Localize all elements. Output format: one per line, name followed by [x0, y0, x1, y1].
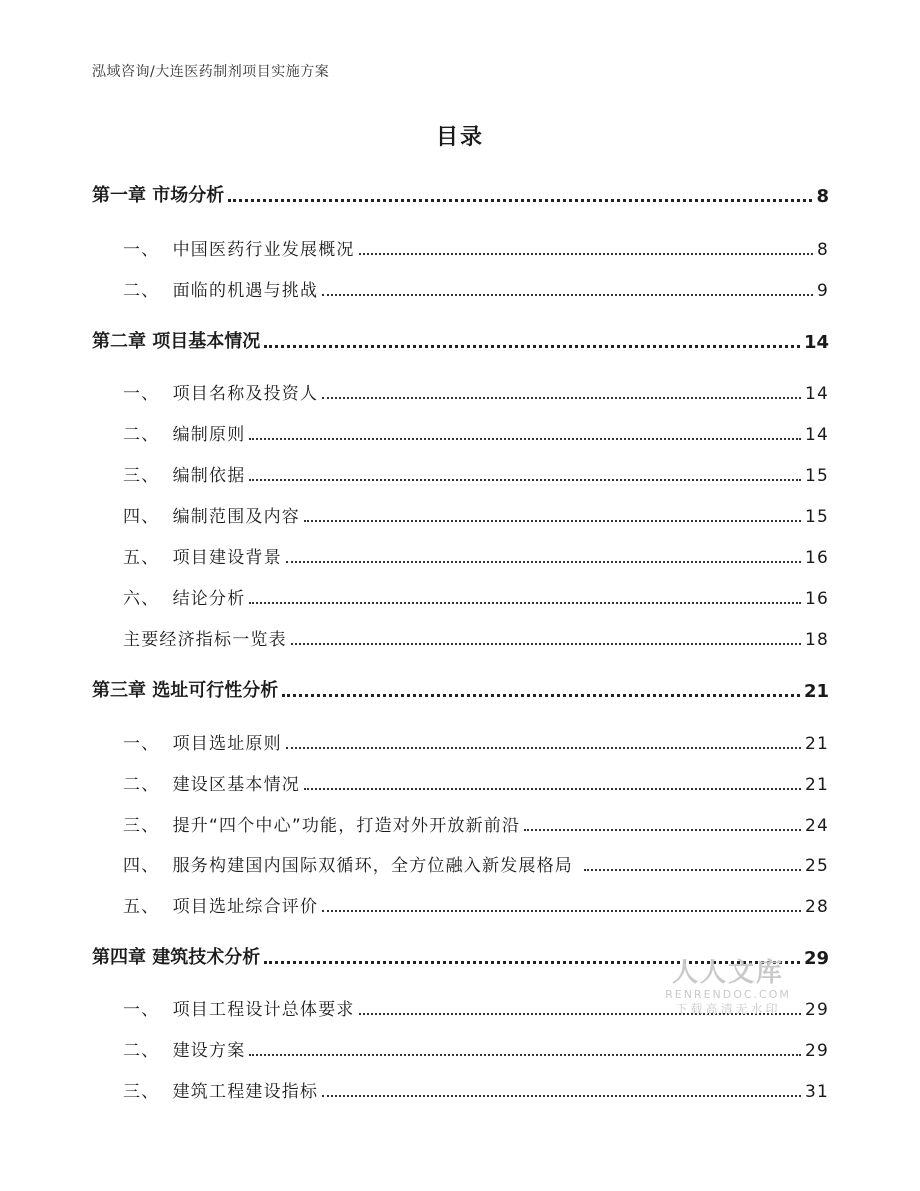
toc-leader — [249, 478, 801, 481]
toc-leader — [282, 693, 800, 697]
toc-section[interactable] — [123, 625, 829, 650]
toc-section[interactable] — [123, 811, 829, 836]
toc-number: 第一章 — [92, 185, 153, 206]
toc-number: 三、 — [123, 466, 173, 486]
toc-number: 第三章 — [92, 680, 153, 701]
toc-section[interactable] — [123, 729, 829, 754]
toc-leader — [249, 601, 801, 604]
toc-label: 编制范围及内容 — [172, 507, 301, 527]
toc-number: 二、 — [123, 281, 173, 301]
toc-label: 提升“四个中心”功能，打造对外开放新前沿 — [172, 816, 521, 836]
toc-page: 29 — [804, 1041, 829, 1061]
toc-number: 五、 — [123, 548, 173, 568]
toc-page: 21 — [803, 681, 829, 702]
toc-label: 项目建设背景 — [172, 548, 282, 568]
toc-label: 项目基本情况 — [152, 331, 261, 352]
toc-label: 选址可行性分析 — [152, 680, 279, 701]
toc-number: 二、 — [123, 775, 173, 795]
toc-page: 8 — [816, 240, 829, 260]
toc-section[interactable] — [123, 276, 829, 301]
toc-leader — [286, 560, 801, 563]
toc-leader — [584, 868, 801, 871]
toc-chapter-2[interactable] — [92, 327, 829, 353]
toc-section[interactable] — [123, 235, 829, 260]
toc-number: 第四章 — [92, 947, 153, 968]
toc-page: 29 — [803, 948, 829, 969]
toc-label: 建设方案 — [172, 1041, 246, 1061]
toc-number: 二、 — [123, 425, 173, 445]
watermark-main: 人人文库 — [671, 958, 784, 988]
toc-number: 三、 — [123, 1082, 173, 1102]
toc-section[interactable] — [123, 584, 829, 609]
toc-section[interactable] — [123, 1077, 829, 1102]
toc-chapter-3[interactable] — [92, 676, 829, 702]
toc-label: 项目名称及投资人 — [172, 384, 319, 404]
toc-page: 21 — [804, 734, 829, 754]
toc-leader — [322, 1094, 801, 1097]
toc-number: 二、 — [123, 1041, 173, 1061]
toc-label: 建筑工程建设指标 — [172, 1082, 319, 1102]
toc-leader — [322, 396, 801, 399]
toc-label: 编制原则 — [172, 425, 246, 445]
toc-page: 16 — [804, 548, 829, 568]
toc-number: 第二章 — [92, 331, 153, 352]
toc-label: 中国医药行业发展概况 — [172, 240, 355, 260]
toc-label: 服务构建国内国际双循环，全方位融入新发展格局 — [172, 856, 580, 876]
toc-section[interactable] — [123, 770, 829, 795]
toc-page: 24 — [804, 816, 829, 836]
toc-number: 一、 — [123, 734, 173, 754]
toc-page: 15 — [804, 466, 829, 486]
toc-page: 9 — [816, 281, 829, 301]
toc-leader — [249, 1053, 801, 1056]
toc-section[interactable] — [123, 461, 829, 486]
toc-label: 结论分析 — [172, 589, 246, 609]
toc-page: 16 — [804, 589, 829, 609]
watermark-tag: 下载高清无水印 — [675, 1002, 781, 1016]
toc-label: 项目选址原则 — [172, 734, 282, 754]
toc-chapter-1[interactable] — [92, 181, 829, 207]
toc-leader — [359, 252, 813, 255]
toc-page: 18 — [804, 630, 829, 650]
toc-page: 14 — [804, 425, 829, 445]
toc-leader — [304, 787, 801, 790]
toc-leader — [322, 293, 813, 296]
toc-leader — [524, 828, 801, 831]
toc-page: 14 — [804, 384, 829, 404]
toc-number: 一、 — [123, 384, 173, 404]
toc-section[interactable] — [123, 420, 829, 445]
toc-section[interactable] — [123, 1036, 829, 1061]
toc-number: 四、 — [123, 856, 173, 876]
toc-section[interactable] — [123, 502, 829, 527]
toc-number: 四、 — [123, 507, 173, 527]
toc-number: 三、 — [123, 816, 173, 836]
toc-leader — [249, 437, 801, 440]
toc-label: 面临的机遇与挑战 — [172, 281, 319, 301]
toc-label: 建设区基本情况 — [172, 775, 301, 795]
toc-number: 五、 — [123, 897, 173, 917]
toc-page: 15 — [804, 507, 829, 527]
watermark-sub: RENRENDOC.COM — [665, 988, 791, 1001]
document-header: 泓域咨询/大连医药制剂项目实施方案 — [92, 64, 330, 80]
watermark-logo — [648, 958, 808, 1016]
toc-section[interactable] — [123, 543, 829, 568]
toc-section[interactable] — [123, 892, 829, 917]
toc-section[interactable] — [123, 379, 829, 404]
toc-leader — [291, 642, 801, 645]
toc-number: 一、 — [123, 240, 173, 260]
toc-label: 市场分析 — [152, 185, 225, 206]
toc-number: 一、 — [123, 1000, 173, 1020]
toc-label: 主要经济指标一览表 — [123, 630, 287, 650]
toc-label: 项目选址综合评价 — [172, 897, 319, 917]
toc-page: 8 — [816, 186, 829, 207]
toc-page: 21 — [804, 775, 829, 795]
toc-leader — [304, 519, 801, 522]
toc-label: 项目工程设计总体要求 — [172, 1000, 355, 1020]
toc-page: 25 — [804, 856, 829, 876]
toc-label: 编制依据 — [172, 466, 246, 486]
toc-page: 14 — [803, 332, 829, 353]
toc-label: 建筑技术分析 — [152, 947, 261, 968]
toc-leader — [228, 198, 812, 202]
toc-leader — [322, 909, 801, 912]
toc-page: 31 — [804, 1082, 829, 1102]
toc-page: 28 — [804, 897, 829, 917]
toc-page: 29 — [804, 1000, 829, 1020]
toc-section[interactable] — [123, 851, 829, 876]
toc-leader — [286, 746, 801, 749]
toc-leader — [264, 344, 800, 348]
toc-number: 六、 — [123, 589, 173, 609]
toc-title: 目录 — [435, 125, 484, 150]
